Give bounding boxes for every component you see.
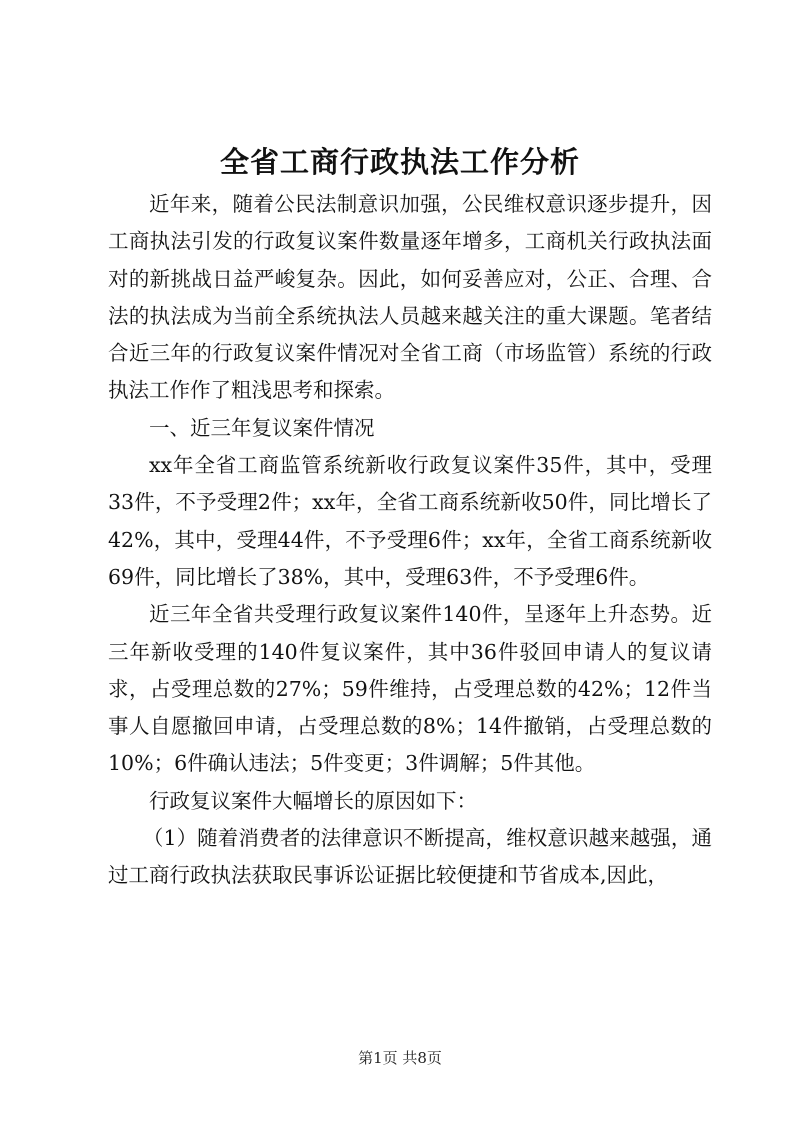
paragraph-reasons-heading: 行政复议案件大幅增长的原因如下： [149,788,477,813]
paragraph-case-outcomes: 近三年全省共受理行政复议案件140件，呈逐年上升态势。近三年新收受理的140件复议案件，其中36件驳回申请人的复议请求，占受理总数的27%；59件维持，占受理总数的42%；12件当事人自愿撤回申请，占受理总数的8%；14件撤销，占受理总数的10%；6件确认违法；5件变更；3件调解；5件其他。 [108,602,712,776]
paragraph-intro: 近年来，随着公民法制意识加强，公民维权意识逐步提升，因工商执法引发的行政复议案件数量逐年增多，工商机关行政执法面对的新挑战日益严峻复杂。因此，如何妥善应对，公正、合理、合法的执法成为当前全系统执法人员越来越关注的重大课题。笔者结合近三年的行政复议案件情况对全省工商（市场监管）系统的行政执法工作作了粗浅思考和探索。 [108,192,712,403]
paragraph-case-statistics: xx年全省工商监管系统新收行政复议案件35件，其中，受理33件，不予受理2件；xx年，全省工商系统新收50件，同比增长了42%，其中，受理44件，不予受理6件；xx年，全省工商系统新收69件，同比增长了38%，其中，受理63件，不予受理6件。 [108,453,712,589]
section-heading-1: 一、近三年复议案件情况 [149,415,375,440]
page-number-footer: 第1页 共8页 [358,1049,442,1067]
document-body [108,186,712,895]
paragraph-reason-1: （1）随着消费者的法律意识不断提高，维权意识越来越强，通过工商行政执法获取民事诉讼证据比较便捷和节省成本,因此， [108,826,712,888]
document-title: 全省工商行政执法工作分析 [219,145,580,179]
